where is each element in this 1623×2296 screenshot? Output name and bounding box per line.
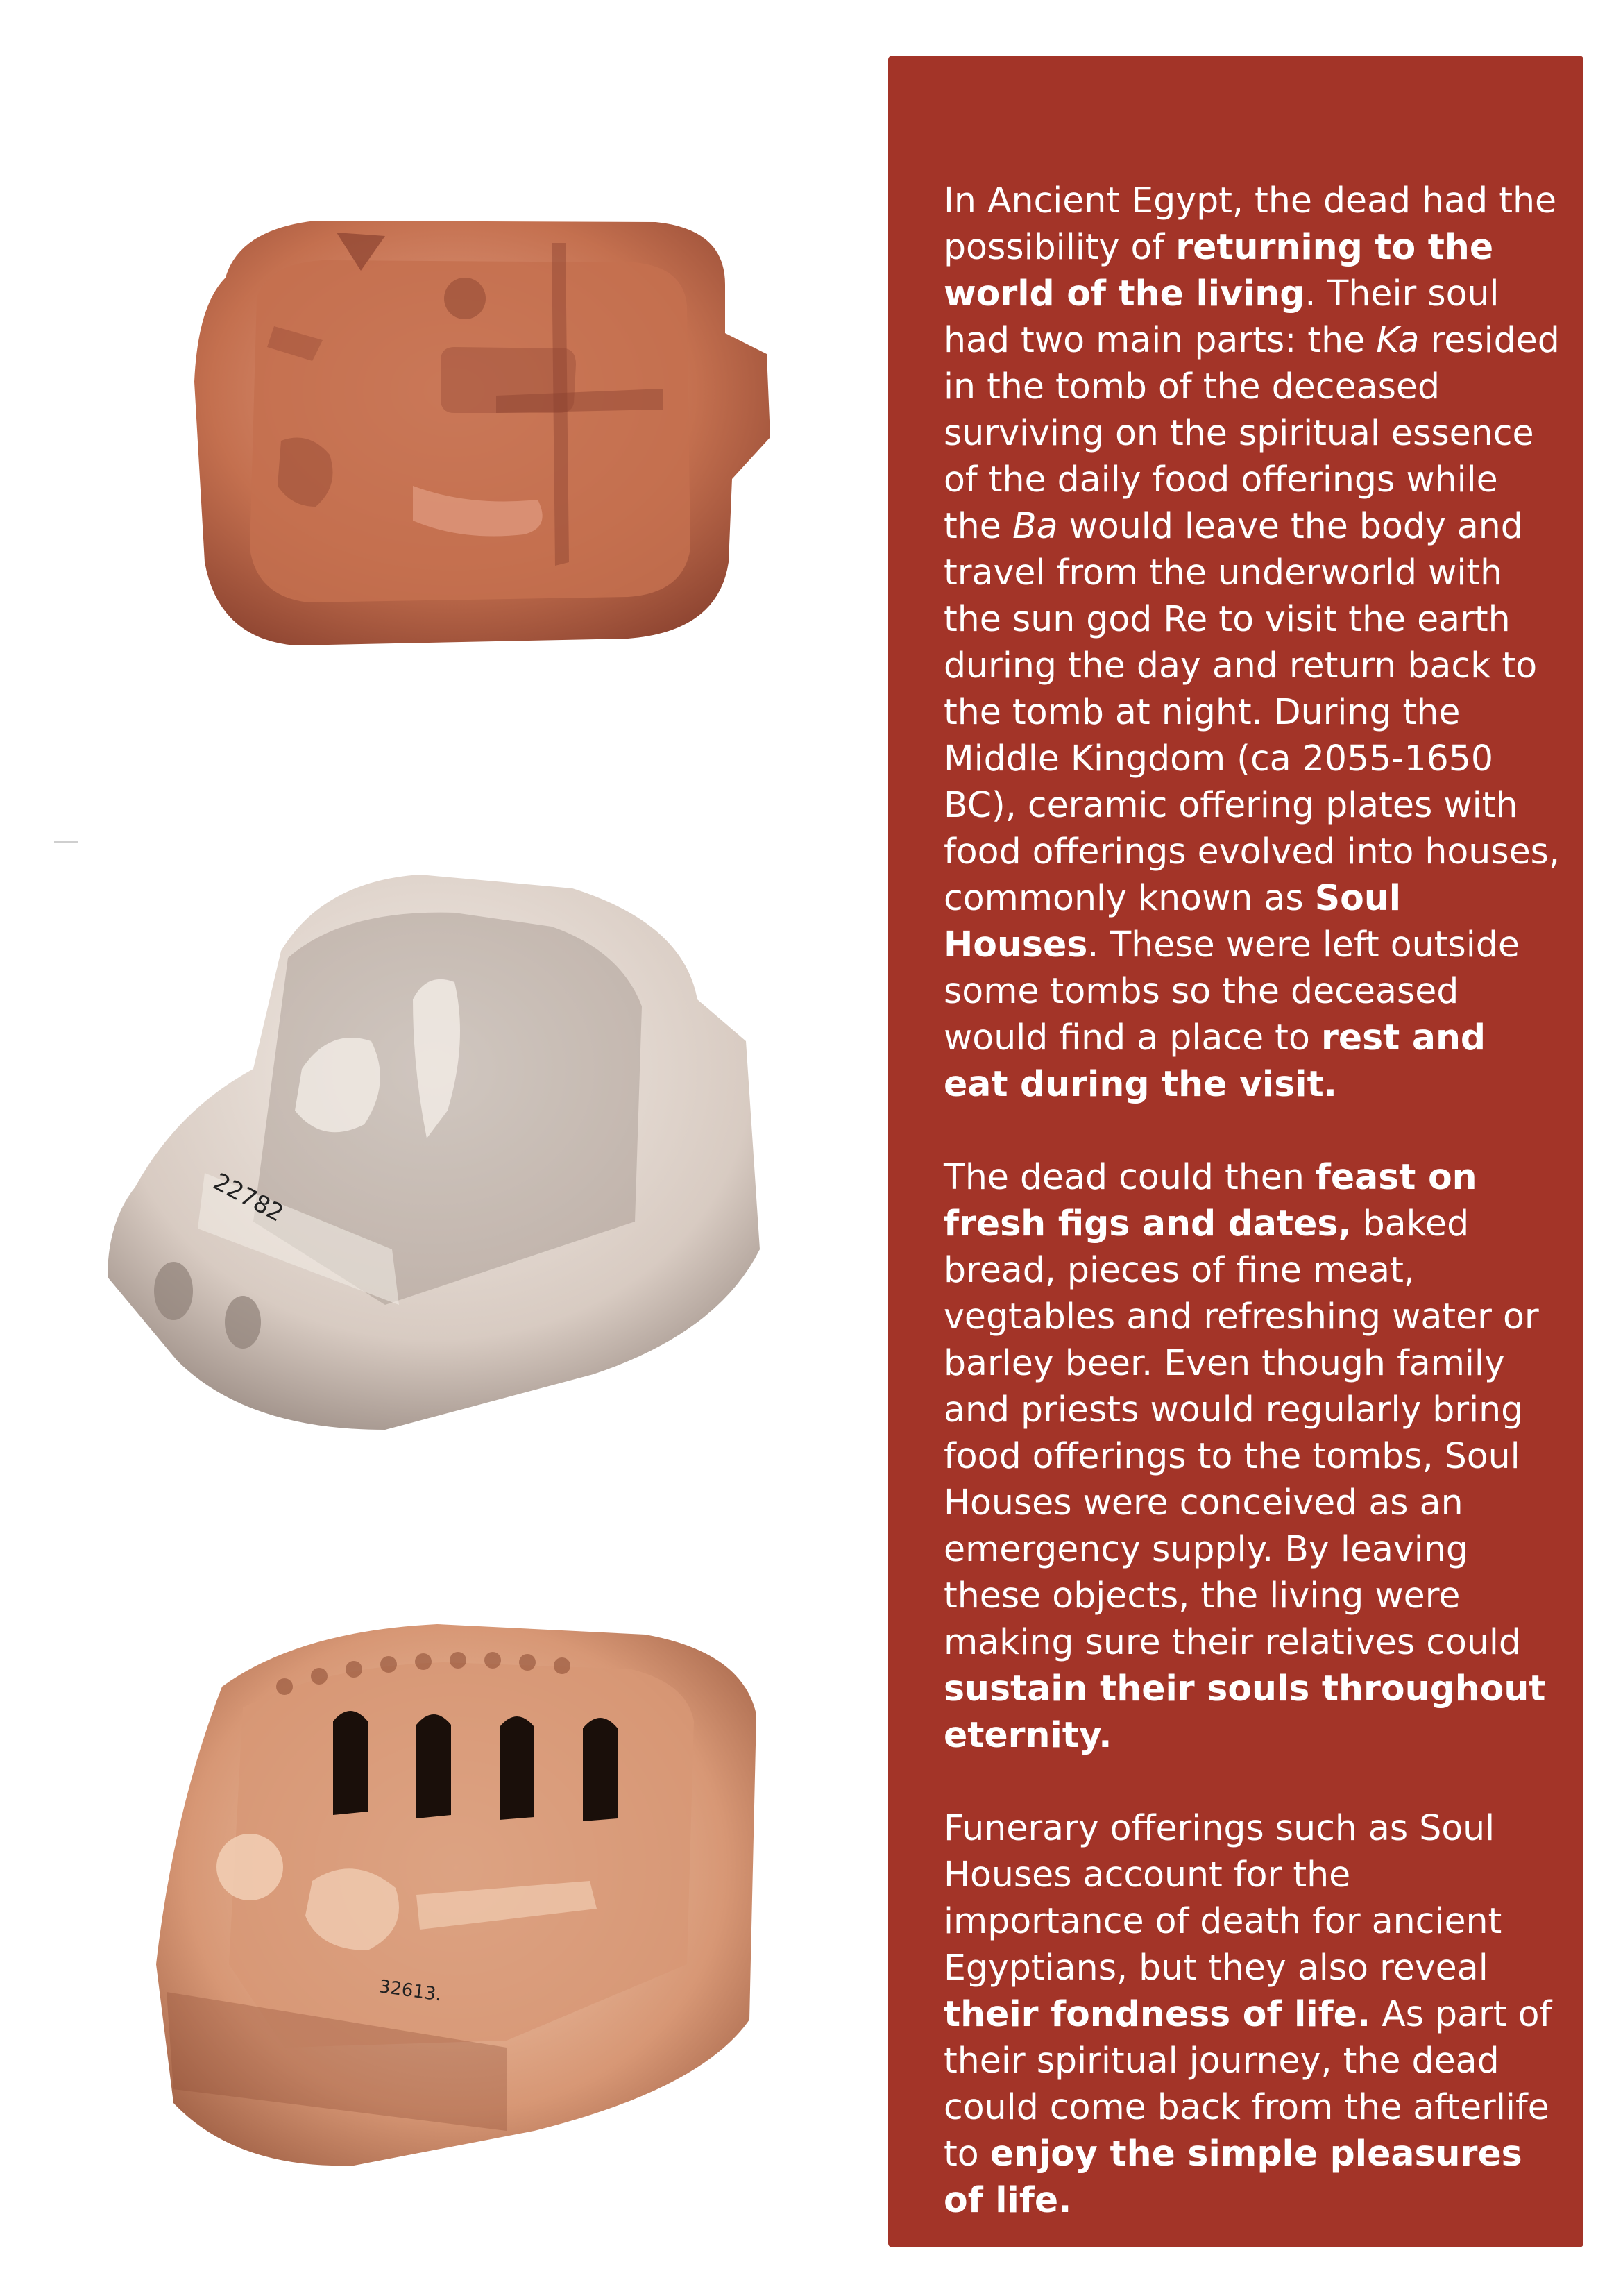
offering-plate-drawing: [177, 201, 774, 659]
text-panel: [888, 56, 1583, 2247]
soul-house-red-image: [146, 1603, 777, 2179]
soul-house-white-label: 22782: [208, 1167, 289, 1228]
soul-house-white-drawing: [94, 861, 781, 1437]
stray-mark: [54, 841, 78, 843]
panel-text: [944, 177, 1561, 2270]
paragraph-1: In Ancient Egypt, the dead had the possibility of returning to the world of the living. Their soul had two main parts: the Ka resided in the tomb of the deceased surviving on the spiritual essence of the daily food offerings while the Ba would leave the body and travel from the underworld with the sun god Re to visit the earth during the day and return back to the tomb at night. During the Middle Kingdom (ca 2055-1650 BC), ceramic offering plates with food offerings evolved into houses, commonly known as Soul Houses. These were left outside some tombs so the deceased would find a place to rest and eat during the visit.: [944, 180, 1561, 1104]
paragraph-2: The dead could then feast on fresh figs and dates, baked bread, pieces of fine meat, vegtables and refreshing water or barley beer. Even though family and priests would regularly bring food offerings to the tombs, Soul Houses were conceived as an emergency supply. By leaving these objects, the living were making sure their relatives could sustain their souls throughout eternity.: [944, 1156, 1546, 1755]
soul-house-white-image: [94, 861, 781, 1437]
offering-plate-image: [177, 201, 774, 659]
soul-house-red-label: 32613.: [377, 1976, 443, 2006]
paragraph-3: Funerary offerings such as Soul Houses account for the importance of death for ancient Egyptians, but they also reveal their fondness of life. As part of their spiritual journey, the dead could come back from the afterlife to enjoy the simple pleasures of life.: [944, 1807, 1552, 2220]
soul-house-red-drawing: [146, 1603, 777, 2179]
